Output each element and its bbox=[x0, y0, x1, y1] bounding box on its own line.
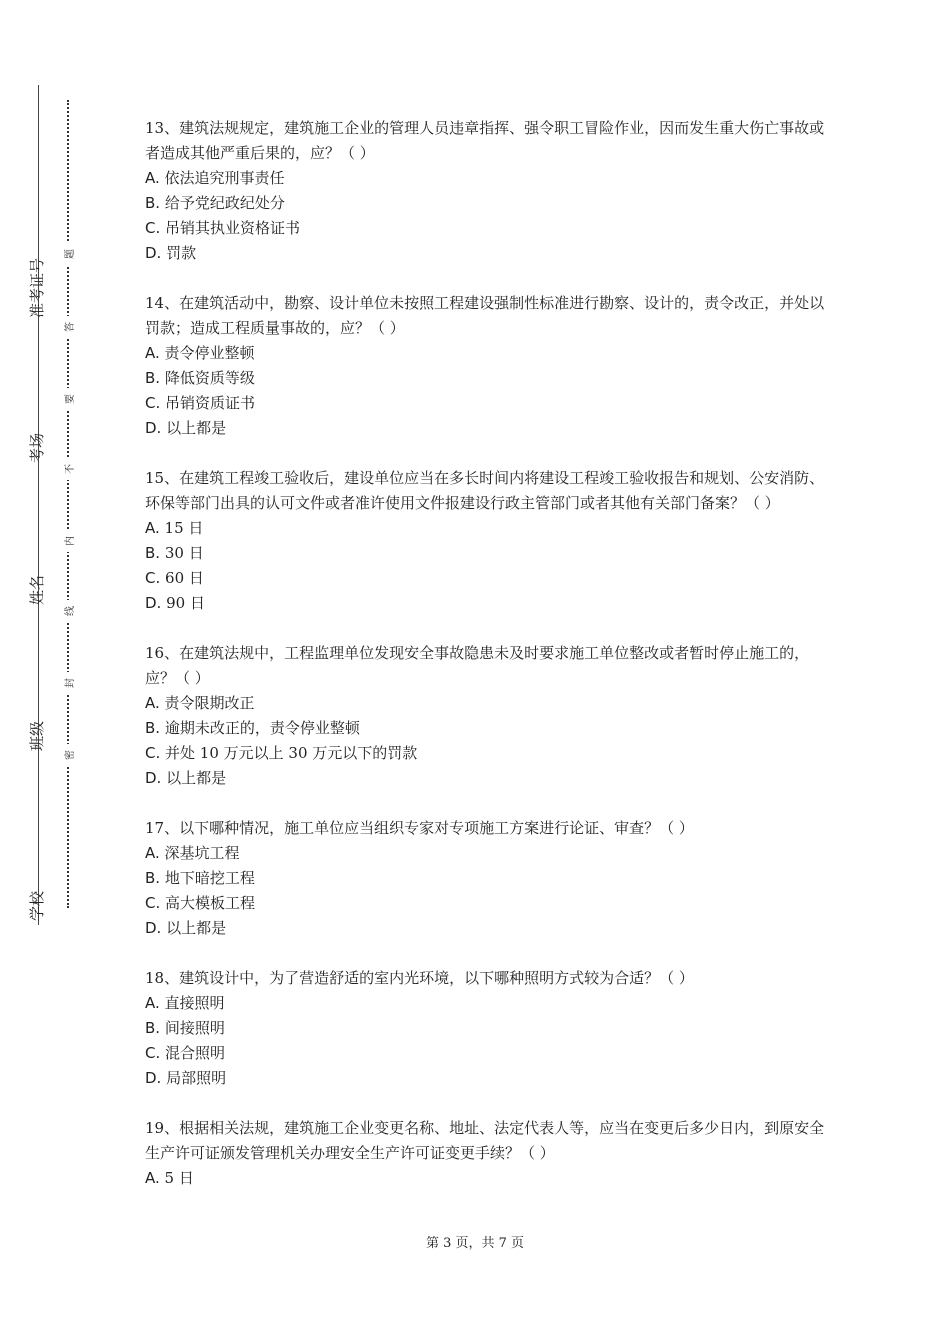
option-text: 90 日 bbox=[166, 594, 205, 612]
option-b bbox=[145, 866, 825, 891]
option-b bbox=[145, 366, 825, 391]
question-14 bbox=[145, 291, 825, 441]
option-c bbox=[145, 566, 825, 591]
seal-char: 要 bbox=[57, 388, 79, 410]
option-d bbox=[145, 591, 825, 616]
binding-line-solid bbox=[38, 85, 39, 925]
option-b bbox=[145, 1016, 825, 1041]
option-text: 30 日 bbox=[164, 544, 204, 562]
page-number: 第 3 页，共 7 页 bbox=[425, 1236, 525, 1251]
option-a bbox=[145, 166, 825, 191]
question-stem: 13、建筑法规规定，建筑施工企业的管理人员违章指挥、强令职工冒险作业，因而发生重大伤亡事故或者造成其他严重后果的，应？（ ） bbox=[145, 119, 825, 162]
option-c bbox=[145, 216, 825, 241]
option-text: 间接照明 bbox=[164, 1019, 225, 1037]
question-13 bbox=[145, 116, 825, 266]
option-text: 责令限期改正 bbox=[164, 694, 255, 712]
option-text: 吊销其执业资格证书 bbox=[165, 219, 301, 237]
option-letter: C. bbox=[145, 219, 161, 237]
seal-char: 内 bbox=[57, 530, 79, 552]
option-letter: C. bbox=[145, 894, 161, 912]
option-a bbox=[145, 991, 825, 1016]
question-stem: 19、根据相关法规，建筑施工企业变更名称、地址、法定代表人等，应当在变更后多少日内，到原安全生产许可证颁发管理机关办理安全生产许可证变更手续？（ ） bbox=[145, 1119, 825, 1162]
seal-char: 密 bbox=[57, 744, 79, 766]
option-d bbox=[145, 241, 825, 266]
option-text: 直接照明 bbox=[164, 994, 225, 1012]
seal-char: 封 bbox=[57, 672, 79, 694]
option-letter: C. bbox=[145, 394, 161, 412]
option-a bbox=[145, 516, 825, 541]
seal-char: 答 bbox=[57, 316, 79, 338]
option-letter: A. bbox=[145, 1169, 160, 1187]
question-15 bbox=[145, 466, 825, 616]
option-letter: A. bbox=[145, 694, 160, 712]
option-letter: B. bbox=[145, 194, 161, 212]
question-stem: 16、在建筑法规中，工程监理单位发现安全事故隐患未及时要求施工单位整改或者暂时停止施工的，应？（ ） bbox=[145, 644, 810, 687]
field-class-label: 班级 bbox=[27, 721, 46, 752]
question-stem: 18、建筑设计中，为了营造舒适的室内光环境，以下哪种照明方式较为合适？（ ） bbox=[145, 969, 694, 987]
option-text: 深基坑工程 bbox=[164, 844, 240, 862]
field-school-label: 学校 bbox=[27, 891, 46, 922]
option-letter: B. bbox=[145, 1019, 161, 1037]
option-letter: B. bbox=[145, 869, 161, 887]
option-c bbox=[145, 391, 825, 416]
option-letter: B. bbox=[145, 544, 161, 562]
option-text: 高大模板工程 bbox=[165, 894, 256, 912]
option-c bbox=[145, 891, 825, 916]
option-text: 5 日 bbox=[164, 1169, 194, 1187]
option-a bbox=[145, 841, 825, 866]
field-exam-id-label: 准考证号 bbox=[27, 257, 46, 318]
seal-char: 不 bbox=[57, 458, 79, 480]
option-b bbox=[145, 191, 825, 216]
field-exam-room-label: 考场 bbox=[27, 433, 46, 464]
option-letter: D. bbox=[145, 1069, 162, 1087]
option-d bbox=[145, 416, 825, 441]
question-19 bbox=[145, 1116, 825, 1191]
option-c bbox=[145, 1041, 825, 1066]
option-letter: A. bbox=[145, 169, 160, 187]
option-text: 混合照明 bbox=[165, 1044, 226, 1062]
option-letter: D. bbox=[145, 769, 162, 787]
option-letter: D. bbox=[145, 244, 162, 262]
question-18 bbox=[145, 966, 825, 1091]
option-letter: B. bbox=[145, 369, 161, 387]
question-17 bbox=[145, 816, 825, 941]
option-text: 以上都是 bbox=[166, 919, 227, 937]
option-letter: C. bbox=[145, 744, 161, 762]
option-text: 给予党纪政纪处分 bbox=[164, 194, 285, 212]
option-letter: A. bbox=[145, 844, 160, 862]
option-b bbox=[145, 541, 825, 566]
option-text: 并处 10 万元以上 30 万元以下的罚款 bbox=[165, 744, 418, 762]
question-stem: 15、在建筑工程竣工验收后，建设单位应当在多长时间内将建设工程竣工验收报告和规划、公安消防、环保等部门出具的认可文件或者准许使用文件报建设行政主管部门或者其他有关部门备案？（ ） bbox=[145, 469, 825, 512]
option-text: 依法追究刑事责任 bbox=[164, 169, 285, 187]
seal-char: 题 bbox=[57, 243, 79, 265]
question-list bbox=[145, 116, 825, 1216]
question-stem: 14、在建筑活动中，勘察、设计单位未按照工程建设强制性标准进行勘察、设计的，责令改正，并处以罚款；造成工程质量事故的，应？（ ） bbox=[145, 294, 825, 337]
option-text: 15 日 bbox=[164, 519, 204, 537]
option-letter: D. bbox=[145, 594, 162, 612]
option-letter: A. bbox=[145, 344, 160, 362]
option-d bbox=[145, 916, 825, 941]
option-d bbox=[145, 1066, 825, 1091]
option-letter: B. bbox=[145, 719, 161, 737]
option-text: 罚款 bbox=[166, 244, 197, 262]
option-letter: D. bbox=[145, 919, 162, 937]
seal-char: 线 bbox=[57, 600, 79, 622]
option-letter: D. bbox=[145, 419, 162, 437]
field-name-label: 姓名 bbox=[27, 575, 46, 606]
question-stem: 17、以下哪种情况，施工单位应当组织专家对专项施工方案进行论证、审查？（ ） bbox=[145, 819, 694, 837]
option-a bbox=[145, 691, 825, 716]
option-letter: A. bbox=[145, 994, 160, 1012]
option-letter: C. bbox=[145, 569, 161, 587]
option-text: 以上都是 bbox=[166, 419, 227, 437]
option-text: 地下暗挖工程 bbox=[164, 869, 255, 887]
option-text: 60 日 bbox=[165, 569, 204, 587]
option-text: 降低资质等级 bbox=[164, 369, 255, 387]
option-a bbox=[145, 341, 825, 366]
seal-line-dotted bbox=[67, 100, 69, 908]
question-16 bbox=[145, 641, 825, 791]
option-text: 局部照明 bbox=[166, 1069, 227, 1087]
option-text: 责令停业整顿 bbox=[164, 344, 255, 362]
option-text: 吊销资质证书 bbox=[165, 394, 256, 412]
option-c bbox=[145, 741, 825, 766]
option-letter: A. bbox=[145, 519, 160, 537]
option-b bbox=[145, 716, 825, 741]
option-text: 以上都是 bbox=[166, 769, 227, 787]
option-letter: C. bbox=[145, 1044, 161, 1062]
option-d bbox=[145, 766, 825, 791]
option-text: 逾期未改正的，责令停业整顿 bbox=[164, 719, 360, 737]
option-a bbox=[145, 1166, 825, 1191]
